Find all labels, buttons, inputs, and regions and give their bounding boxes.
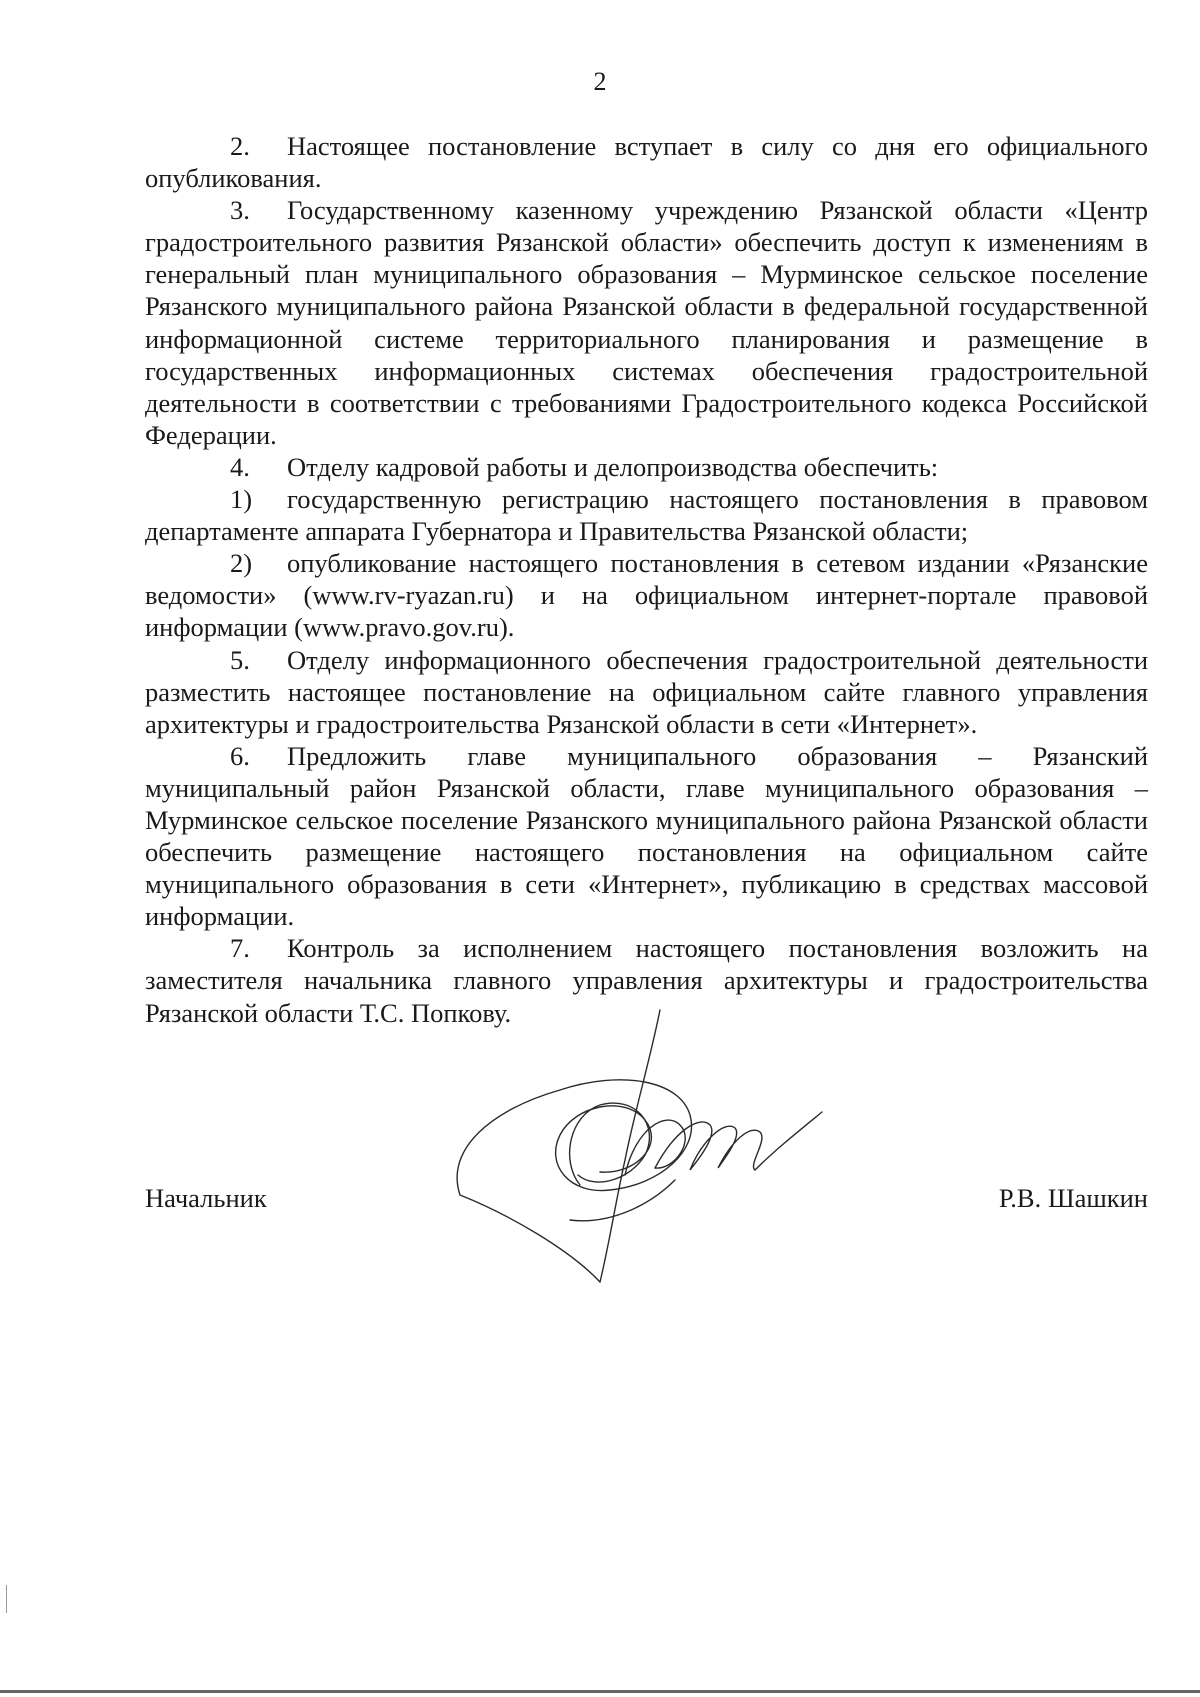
- paragraph-text: Контроль за исполнением настоящего постановления возложить на заместителя начальника главного управления архитектуры и градостроительства Рязанской области Т.С. Попкову.: [145, 933, 1148, 1028]
- scan-margin-mark: [6, 1585, 7, 1613]
- paragraph-number: 2): [230, 548, 253, 579]
- handwritten-signature: [450, 1000, 850, 1300]
- paragraph-text: Настоящее постановление вступает в силу со дня его официального опубликования.: [145, 131, 1148, 194]
- paragraph-5: [145, 644, 1148, 740]
- paragraph-text: Предложить главе муниципального образования – Рязанский муниципальный район Рязанской области, главе муниципального образования – Мурминское сельское поселение Рязанского муниципального района Рязанской области обеспечить размещение настоящего постановления на официальном сайте муниципального образования в сети «Интернет», публикацию в средствах массовой информации.: [145, 740, 1148, 932]
- paragraph-text: Отделу информационного обеспечения градостроительной деятельности разместить настоящее постановление на официальном сайте главного управления архитектуры и градостроительства Рязанской области в сети «Интернет».: [145, 644, 1148, 739]
- paragraph-text: Государственному казенному учреждению Рязанской области «Центр градостроительного развития Рязанской области» обеспечить доступ к изменениям в генеральный план муниципального образования – Мурминское сельское поселение Рязанского муниципального района Рязанской области в федеральной государственной информационной системе территориального планирования и размещение в государственных информационных системах обеспечения градостроительной деятельности в соответствии с требованиями Градостроительного кодекса Российской Федерации.: [145, 195, 1148, 450]
- paragraph-number: 5.: [230, 644, 250, 675]
- paragraph-text: опубликование настоящего постановления в сетевом издании «Рязанские ведомости» (www.rv-ryazan.ru) и на официальном интернет-портале правовой информации (www.pravo.gov.ru).: [145, 548, 1148, 643]
- document-body: [145, 130, 1148, 1029]
- paragraph-text: Отделу кадровой работы и делопроизводства обеспечить:: [287, 451, 939, 482]
- signature-block: [145, 1181, 1148, 1215]
- paragraph-number: 1): [230, 484, 253, 515]
- paragraph-text: государственную регистрацию настоящего постановления в правовом департаменте аппарата Губернатора и Правительства Рязанской области;: [145, 484, 1148, 547]
- subparagraph-2: [145, 547, 1148, 643]
- subparagraph-1: [145, 483, 1148, 547]
- paragraph-3: [145, 194, 1148, 451]
- scan-bottom-edge: [0, 1690, 1200, 1693]
- page-number: 2: [593, 67, 607, 96]
- paragraph-number: 3.: [230, 195, 250, 226]
- paragraph-6: [145, 740, 1148, 933]
- paragraph-4: [145, 451, 1148, 483]
- paragraph-number: 4.: [230, 451, 250, 482]
- paragraph-2: [145, 130, 1148, 194]
- paragraph-number: 6.: [230, 740, 250, 771]
- paragraph-number: 2.: [230, 131, 250, 161]
- signatory-name: Р.В. Шашкин: [998, 1183, 1148, 1213]
- signatory-title: Начальник: [145, 1183, 267, 1213]
- paragraph-number: 7.: [230, 933, 250, 964]
